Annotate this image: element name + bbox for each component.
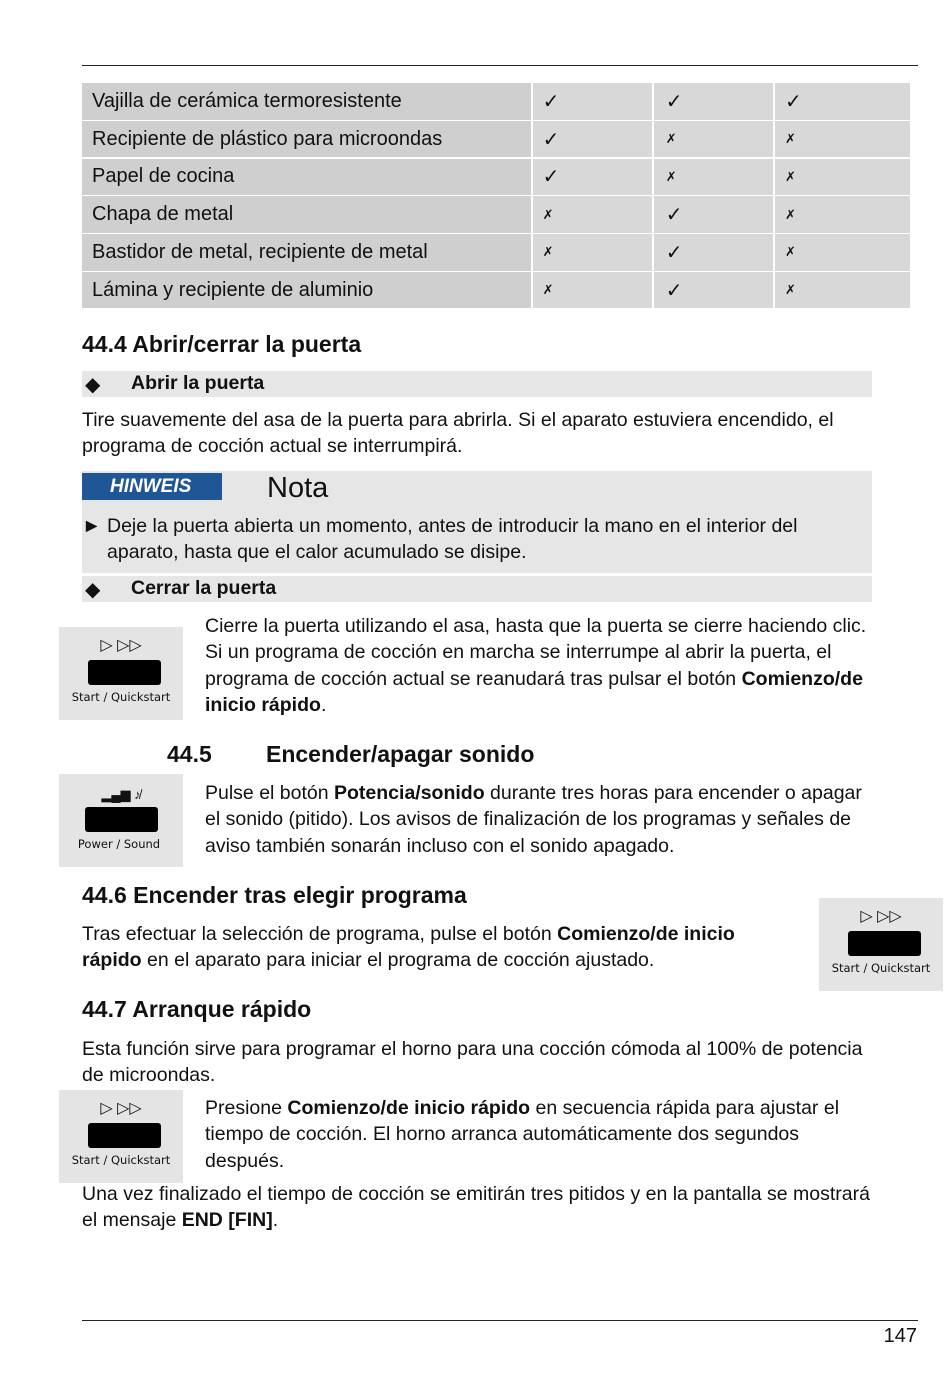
check-icon	[775, 83, 910, 120]
table-row	[82, 196, 910, 233]
diamond-bullet-icon: ◆	[85, 374, 101, 396]
mark-glyph: ✗	[665, 168, 677, 184]
start-quickstart-caption: Start / Quickstart	[71, 1153, 171, 1167]
play-icon: ▷ ▷▷	[860, 908, 902, 925]
quickstart-text: Presione Comienzo/de inicio rápido en secuencia rápida para ajustar el tiempo de cocción. El horno arranca automáticamente dos segundos después.	[205, 1097, 840, 1172]
check-icon	[654, 272, 773, 309]
cross-icon	[775, 272, 910, 309]
table-row	[82, 272, 910, 309]
mark-glyph: ✗	[542, 244, 554, 260]
top-rule	[82, 65, 918, 66]
note-box	[82, 471, 872, 573]
start-quickstart-button	[88, 660, 161, 685]
cross-icon	[533, 272, 652, 309]
open-door-label: Abrir la puerta	[131, 372, 265, 394]
mark-glyph: ✓	[665, 204, 683, 227]
mark-glyph: ✓	[665, 241, 683, 264]
material-name: Bastidor de metal, recipiente de metal	[82, 234, 531, 271]
check-icon	[654, 196, 773, 233]
mark-glyph: ✓	[542, 166, 560, 189]
hinweis-badge: HINWEIS	[82, 473, 222, 500]
mark-glyph: ✓	[665, 90, 683, 113]
close-door-label: Cerrar la puerta	[131, 577, 277, 599]
mark-glyph: ✗	[784, 131, 796, 147]
bottom-rule	[82, 1320, 918, 1321]
power-sound-panel	[59, 774, 183, 867]
power-sound-caption: Power / Sound	[77, 837, 161, 851]
note-title: Nota	[267, 472, 329, 504]
arrow-bullet-icon: ►	[82, 515, 102, 537]
table-row	[82, 234, 910, 271]
table-row	[82, 83, 910, 120]
mark-glyph: ✓	[542, 128, 560, 151]
section-title-44-5: Encender/apagar sonido	[266, 741, 535, 767]
mark-glyph: ✗	[784, 206, 796, 222]
start-quickstart-panel	[819, 898, 943, 991]
material-name: Chapa de metal	[82, 196, 531, 233]
check-icon	[533, 83, 652, 120]
subheading-close-door	[82, 576, 872, 602]
mark-glyph: ✓	[665, 279, 683, 302]
cross-icon	[533, 196, 652, 233]
play-icon: ▷ ▷▷	[100, 1100, 142, 1117]
section-heading-44-6: 44.6 Encender tras elegir programa	[82, 882, 467, 908]
cross-icon	[654, 159, 773, 196]
material-name: Recipiente de plástico para microondas	[82, 121, 531, 158]
cross-icon	[533, 234, 652, 271]
mark-glyph: ✓	[784, 90, 802, 113]
mark-glyph: ✓	[542, 90, 560, 113]
power-sound-icon: ▂▄▆ ♪̸	[101, 787, 141, 802]
mark-glyph: ✗	[665, 131, 677, 147]
section-heading-44-7: 44.7 Arranque rápido	[82, 996, 312, 1022]
mark-glyph: ✗	[542, 282, 554, 298]
material-table	[82, 83, 910, 310]
check-icon	[654, 234, 773, 271]
mark-glyph: ✗	[784, 168, 796, 184]
check-icon	[654, 83, 773, 120]
play-icon: ▷ ▷▷	[100, 637, 142, 654]
power-sound-button	[85, 807, 158, 832]
mark-glyph: ✗	[542, 206, 554, 222]
check-icon	[533, 159, 652, 196]
material-name: Vajilla de cerámica termoresistente	[82, 83, 531, 120]
after-select-text: Tras efectuar la selección de programa, pulse el botón Comienzo/de inicio rápido en el aparato para iniciar el programa de cocción ajustado.	[82, 923, 735, 972]
start-quickstart-panel	[59, 627, 183, 720]
start-quickstart-caption: Start / Quickstart	[71, 690, 171, 704]
start-quickstart-button	[848, 931, 921, 956]
cross-icon	[775, 196, 910, 233]
cross-icon	[775, 159, 910, 196]
end-text: Una vez finalizado el tiempo de cocción se emitirán tres pitidos y en la pantalla se mostrará el mensaje END [FIN].	[82, 1183, 870, 1232]
material-name: Papel de cocina	[82, 159, 531, 196]
check-icon	[533, 121, 652, 158]
start-quickstart-caption: Start / Quickstart	[831, 961, 931, 975]
section-heading-44-4: 44.4 Abrir/cerrar la puerta	[82, 331, 362, 357]
cross-icon	[775, 234, 910, 271]
cross-icon	[654, 121, 773, 158]
start-quickstart-panel	[59, 1090, 183, 1183]
mark-glyph: ✗	[784, 282, 796, 298]
table-row	[82, 121, 910, 158]
quickstart-intro: Esta función sirve para programar el horno para una cocción cómoda al 100% de potencia de microondas.	[82, 1038, 863, 1087]
subheading-open-door	[82, 371, 872, 397]
sound-text: Pulse el botón Potencia/sonido durante tres horas para encender o apagar el sonido (pitido). Los avisos de finalización de los programas y señales de aviso también sonarán incluso con el sonido apagado.	[205, 782, 862, 857]
close-door-text: Cierre la puerta utilizando el asa, hasta que la puerta se cierre haciendo clic. Si un programa de cocción en marcha se interrumpe al abrir la puerta, el programa de cocción actual se reanudará tras pulsar el botón Comienzo/de inicio rápido.	[205, 615, 867, 717]
page-number: 147	[883, 1325, 917, 1347]
diamond-bullet-icon: ◆	[85, 579, 101, 601]
start-quickstart-button	[88, 1123, 161, 1148]
table-row	[82, 159, 910, 196]
open-door-text: Tire suavemente del asa de la puerta para abrirla. Si el aparato estuviera encendido, el programa de cocción actual se interrumpirá.	[82, 409, 834, 458]
section-number-44-5: 44.5	[167, 741, 212, 767]
mark-glyph: ✗	[784, 244, 796, 260]
note-text: Deje la puerta abierta un momento, antes de introducir la mano en el interior del aparato, hasta que el calor acumulado se disipe.	[107, 515, 798, 564]
material-name: Lámina y recipiente de aluminio	[82, 272, 531, 309]
cross-icon	[775, 121, 910, 158]
